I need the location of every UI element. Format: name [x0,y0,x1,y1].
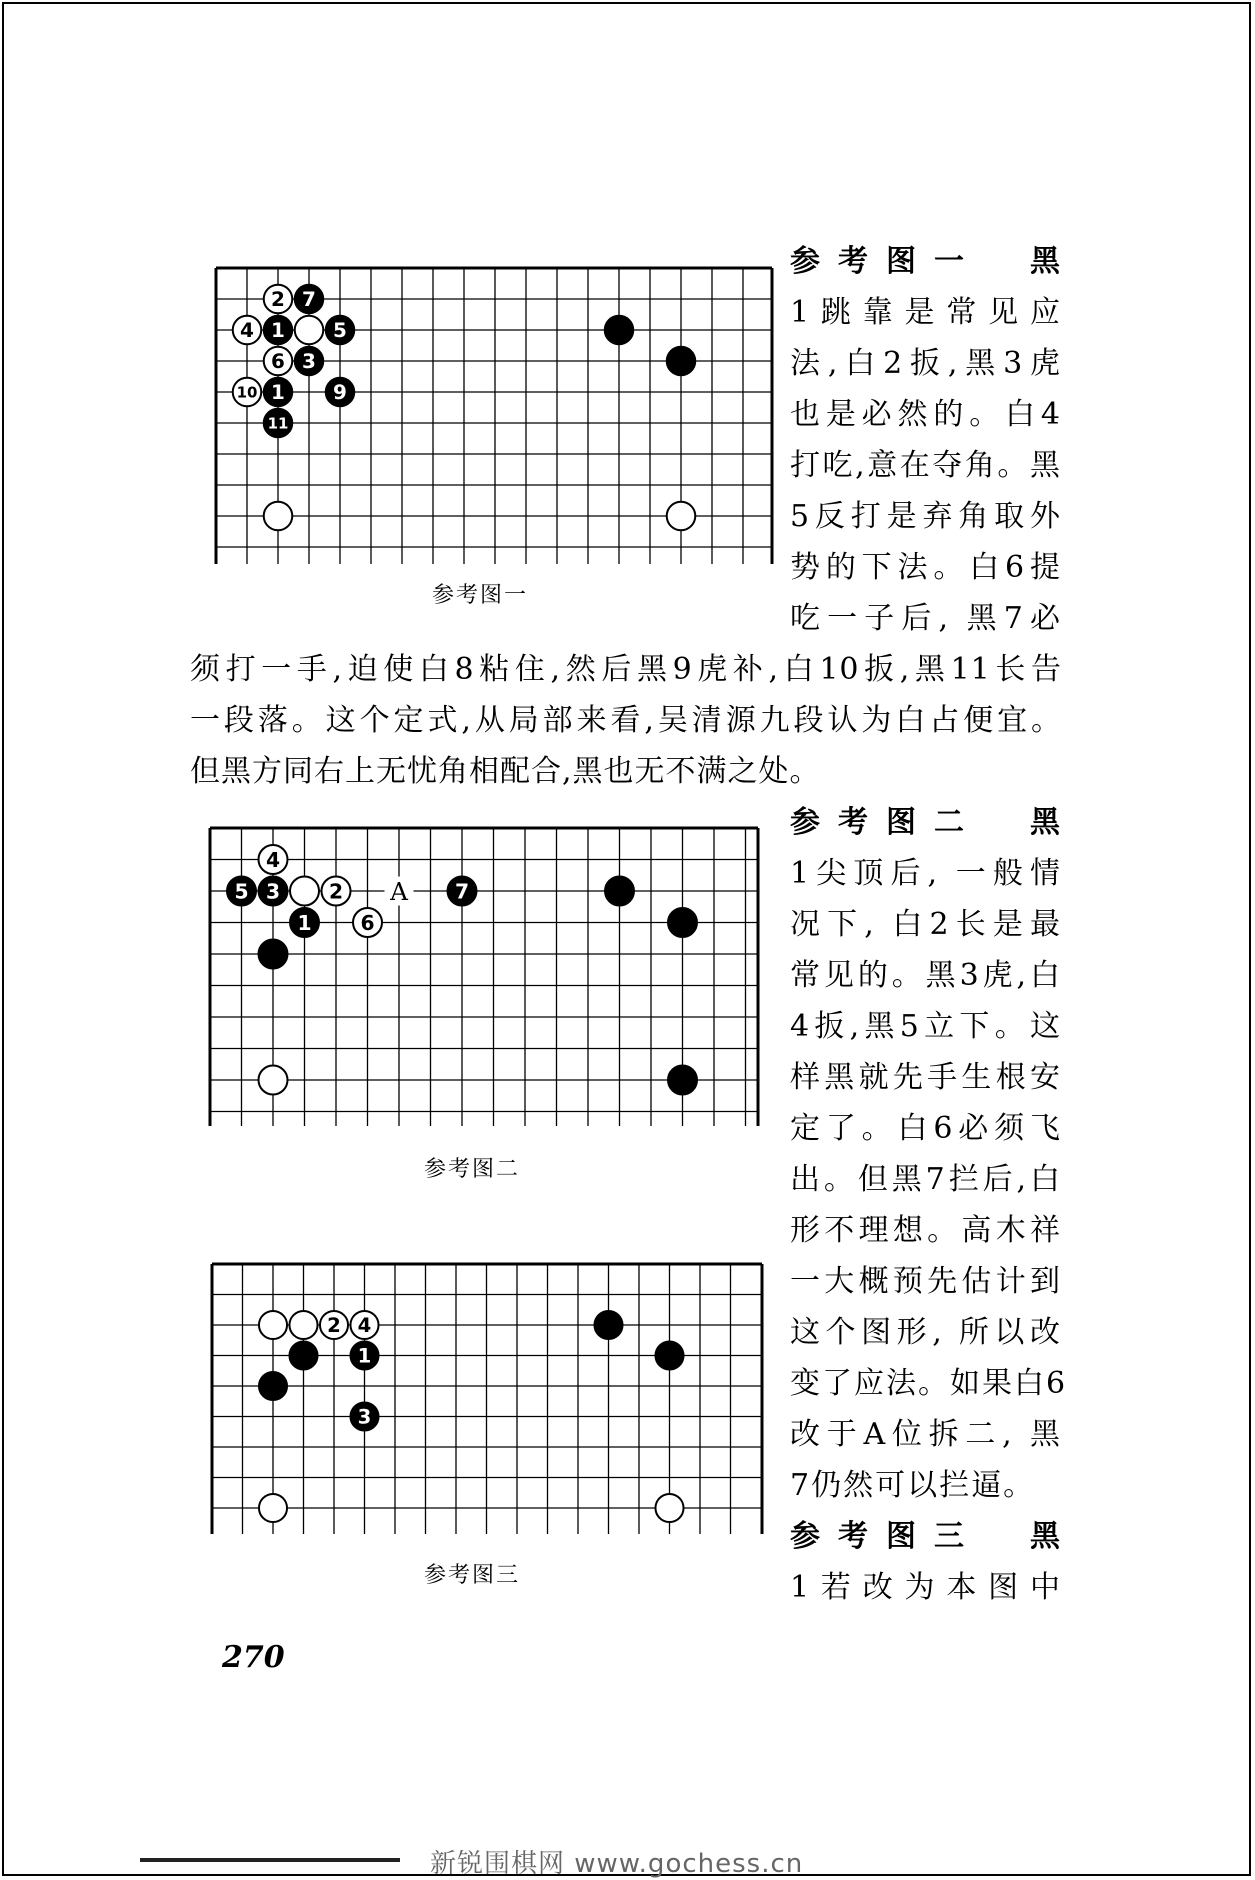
section-2-heading: 参考图二 黑 [790,805,1062,840]
black-stone [289,1341,317,1369]
diagram-1-caption: 参考图一 [432,583,529,608]
white-stone [655,1494,683,1522]
section-1-full-line: 一段落。这个定式,从局部来看,吴清源九段认为白占便宜。 [190,703,1062,738]
section-1-line: 法,白2扳,黑3虎 [790,346,1062,381]
section-2-line: 常见的。黑3虎,白 [790,958,1062,993]
scan-artifact [140,1858,400,1862]
black-stone [655,1341,683,1369]
go-board-3-svg [206,1260,766,1534]
black-stone [605,877,634,906]
stone-number: 4 [240,318,254,343]
stone-number: 3 [357,1405,372,1429]
section-1-line: 吃一子后, 黑7必 [790,601,1062,636]
stone-number: 2 [271,287,285,312]
white-stone [259,1494,287,1522]
stone-number: 1 [297,910,312,935]
section-2-line: 改于A位拆二, 黑 [790,1417,1062,1452]
white-stone [295,316,324,345]
section-2-line: 况下, 白2长是最 [790,907,1062,942]
section-2-line: 7仍然可以拦逼。 [790,1468,1036,1503]
section-2-line: 一大概预先估计到 [790,1264,1062,1299]
stone-number: 9 [333,380,347,405]
stone-number: 6 [271,349,285,374]
go-diagram-2 [204,824,762,1126]
section-1-line: 1跳靠是常见应 [790,295,1062,330]
stone-number: 4 [265,847,281,872]
stone-number: 1 [271,318,285,343]
section-2-line: 1尖顶后, 一般情 [790,856,1062,891]
white-stone [259,1311,287,1339]
black-stone [605,316,634,345]
black-stone [667,347,696,376]
stone-number: 1 [357,1344,372,1368]
section-1-line: 也是必然的。白4 [790,397,1062,432]
go-diagram-1 [210,264,776,564]
section-2-line: 变了应法。如果白6 [790,1366,1068,1401]
section-1-full-line: 须打一手,迫使白8粘住,然后黑9虎补,白10扳,黑11长告 [190,652,1062,687]
go-board-2-svg [204,824,762,1126]
white-stone [264,502,293,531]
stone-number: 10 [236,383,258,402]
stone-number: 5 [333,318,347,343]
black-stone [668,1066,697,1095]
stone-number: 3 [302,349,316,374]
section-3-line: 1若改为本图中 [790,1570,1062,1605]
stone-number: 7 [302,287,316,312]
section-2-line: 形不理想。高木祥 [790,1213,1062,1248]
section-1-heading: 参考图一 黑 [790,244,1062,279]
section-2-line: 定了。白6必须飞 [790,1111,1062,1146]
point-label-A: A [390,876,408,906]
diagram-2-caption: 参考图二 [424,1157,521,1182]
section-2-line: 这个图形, 所以改 [790,1315,1062,1350]
stone-number: 4 [357,1314,372,1338]
stone-number: 2 [327,1314,341,1338]
white-stone [667,502,696,531]
section-1-line: 势的下法。白6提 [790,550,1062,585]
section-2-line: 4扳,黑5立下。这 [790,1009,1062,1044]
diagram-3-caption: 参考图三 [424,1563,521,1588]
black-stone [259,940,288,969]
stone-number: 5 [234,879,249,904]
white-stone [259,1066,288,1095]
stone-number: 1 [271,380,285,405]
black-stone [259,1372,287,1400]
watermark: 新锐围棋网 www.gochess.cn [430,1849,804,1879]
section-2-line: 出。但黑7拦后,白 [790,1162,1062,1197]
section-2-line: 样黑就先手生根安 [790,1060,1062,1095]
white-stone [290,877,319,906]
section-1-line: 打吃,意在夺角。黑 [790,448,1062,483]
section-1-line: 5反打是弃角取外 [790,499,1062,534]
stone-number: 3 [265,879,281,904]
page-number: 270 [222,1640,285,1675]
section-1-full-line: 但黑方同右上无忧角相配合,黑也无不满之处。 [190,754,821,789]
section-3-heading: 参考图三 黑 [790,1519,1062,1554]
go-board-1-svg [210,264,776,564]
stone-number: 6 [360,910,375,935]
stone-number: 2 [328,879,344,904]
black-stone [594,1311,622,1339]
black-stone [668,908,697,937]
stone-number: 7 [454,879,470,904]
white-stone [289,1311,317,1339]
stone-number: 11 [267,414,289,433]
go-diagram-3 [206,1260,766,1534]
